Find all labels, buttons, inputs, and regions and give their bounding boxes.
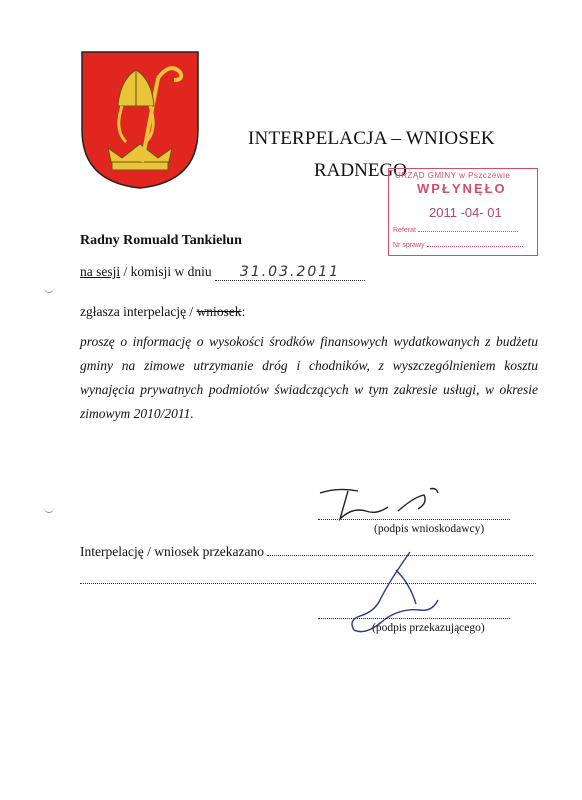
submits-struck: wniosek <box>196 304 242 319</box>
coat-of-arms-icon <box>80 50 200 190</box>
session-date-field <box>215 264 365 281</box>
forwarded-line <box>80 544 533 560</box>
submits-prefix: zgłasza interpelację / <box>80 304 197 319</box>
session-sesji: na sesji <box>80 264 121 279</box>
submits-line <box>80 304 245 320</box>
signature-line-forwarder <box>318 618 510 619</box>
forwarded-second-line <box>80 583 536 584</box>
document-title: INTERPELACJA – WNIOSEK <box>248 128 495 149</box>
submits-suffix: : <box>241 304 246 319</box>
signature-line-applicant <box>318 519 510 520</box>
stamp-nr-label: Nr sprawy <box>393 242 425 249</box>
councillor-name: Radny Romuald Tankielun <box>80 233 242 248</box>
stamp-office: URZĄD GMINY w Pszczewie <box>395 171 511 180</box>
stamp-received: WPŁYNĘŁO <box>417 181 507 196</box>
punch-hole-mark <box>44 506 54 513</box>
signature-caption-applicant: (podpis wnioskodawcy) <box>374 523 485 535</box>
forwarded-label: Interpelację / wniosek przekazano <box>80 544 265 559</box>
document-subtitle: RADNEGO <box>314 160 407 181</box>
stamp-date: 2011 -04- 01 <box>429 205 502 220</box>
session-komisji: / komisji w dniu <box>120 264 212 279</box>
stamp-referat-label: Referat <box>393 227 416 234</box>
received-stamp <box>388 168 538 256</box>
session-date: 31.03.2011 <box>239 264 341 280</box>
signature-caption-forwarder: (podpis przekazującego) <box>372 622 485 634</box>
punch-hole-mark <box>44 286 54 293</box>
session-line <box>80 264 365 281</box>
request-text: proszę o informację o wysokości środków finansowych wydatkowanych z budżetu gminy na zimowe utrzymanie dróg i chodników, z wyszczególnieniem kosztu wynajęcia prywatnych podmiotów świadczących w tym zakresie usługi, w okresie zimowym 2010/2011. <box>80 334 538 421</box>
